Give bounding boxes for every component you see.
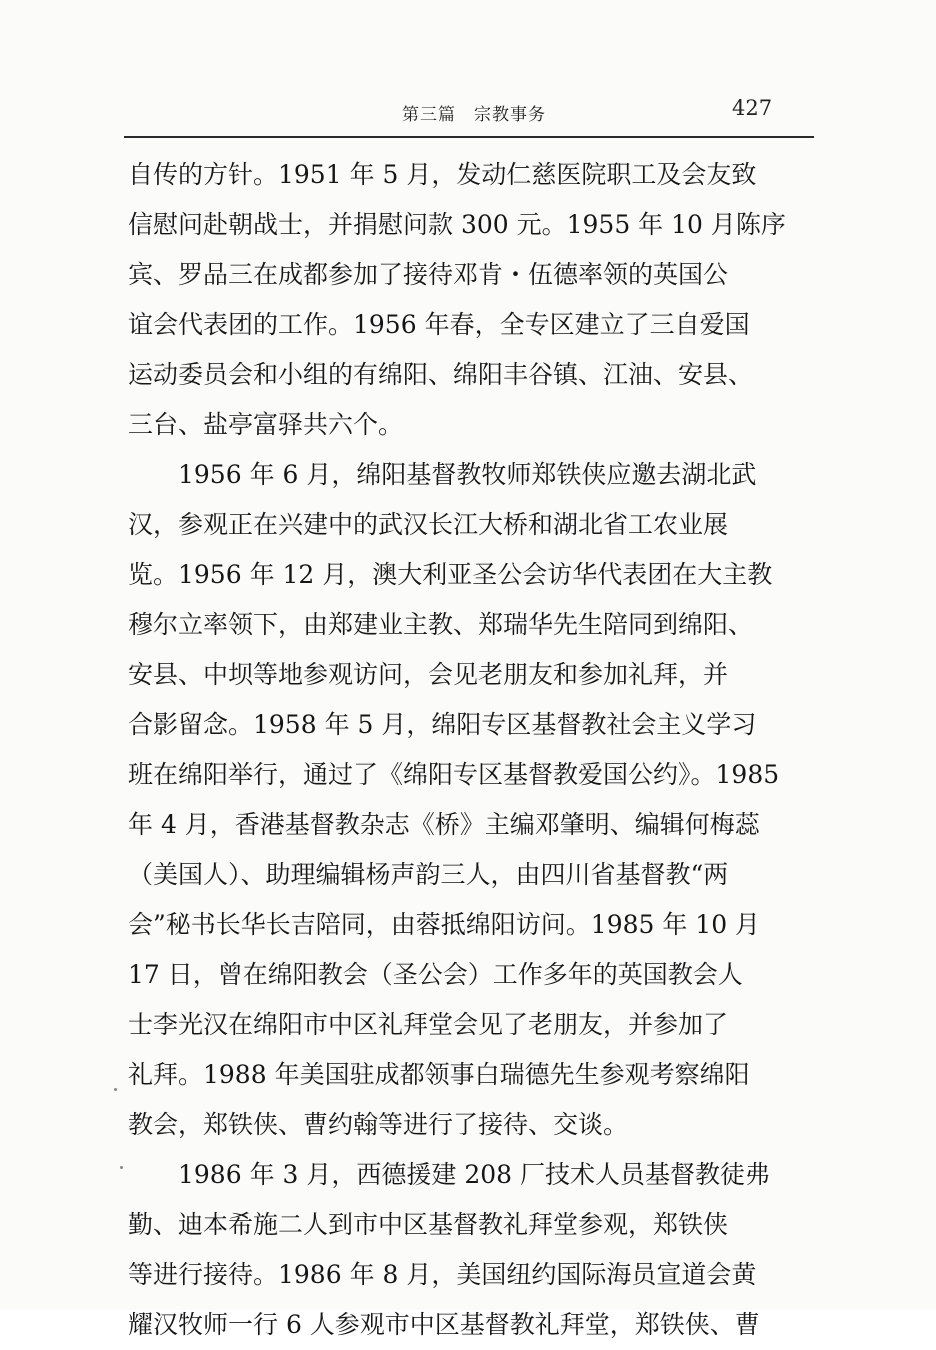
text-line: 教会，郑铁侠、曹约翰等进行了接待、交谈。 — [128, 1110, 629, 1139]
section-title: 第三篇 宗教事务 — [402, 105, 546, 125]
text-line: 汉，参观正在兴建中的武汉长江大桥和湖北省工农业展 — [128, 510, 729, 539]
scan-speck — [114, 1088, 117, 1091]
text-line: 会”秘书长华长吉陪同，由蓉抵绵阳访问。1985 年 10 月 — [128, 910, 761, 939]
text-line: 运动委员会和小组的有绵阳、绵阳丰谷镇、江油、安县、 — [128, 360, 754, 389]
text-line: 览。1956 年 12 月，澳大利亚圣公会访华代表团在大主教 — [128, 560, 773, 589]
text-line: 安县、中坝等地参观访问，会见老朋友和参加礼拜，并 — [128, 660, 729, 689]
text-line: 17 日，曾在绵阳教会（圣公会）工作多年的英国教会人 — [128, 960, 743, 989]
scan-speck — [120, 1166, 123, 1169]
body-text — [128, 150, 818, 1350]
text-line: 等进行接待。1986 年 8 月，美国纽约国际海员宣道会黄 — [128, 1260, 757, 1289]
text-line: 谊会代表团的工作。1956 年春，全专区建立了三自爱国 — [128, 310, 750, 339]
running-head — [130, 96, 810, 130]
text-line: 自传的方针。1951 年 5 月，发动仁慈医院职工及会友致 — [128, 160, 757, 189]
text-line: 宾、罗品三在成都参加了接待邓肯・伍德率领的英国公 — [128, 260, 729, 289]
text-line: 三台、盐亭富驿共六个。 — [128, 410, 404, 439]
text-line: 合影留念。1958 年 5 月，绵阳专区基督教社会主义学习 — [128, 710, 757, 739]
text-line: 耀汉牧师一行 6 人参观市中区基督教礼拜堂，郑铁侠、曹 — [128, 1310, 760, 1339]
text-line: 勤、迪本希施二人到市中区基督教礼拜堂参观，郑铁侠 — [128, 1210, 729, 1239]
header-rule — [124, 136, 814, 138]
text-line: 信慰问赴朝战士，并捐慰问款 300 元。1955 年 10 月陈序 — [128, 210, 786, 239]
text-line: 礼拜。1988 年美国驻成都领事白瑞德先生参观考察绵阳 — [128, 1060, 750, 1089]
page-number: 427 — [732, 96, 773, 120]
text-line: 1986 年 3 月，西德援建 208 厂技术人员基督教徒弗 — [128, 1160, 770, 1189]
text-line: 年 4 月，香港基督教杂志《桥》主编邓肇明、编辑何梅蕊 — [128, 810, 760, 839]
text-line: 士李光汉在绵阳市中区礼拜堂会见了老朋友，并参加了 — [128, 1010, 729, 1039]
text-line: 班在绵阳举行，通过了《绵阳专区基督教爱国公约》。1985 — [128, 760, 780, 789]
text-line: 穆尔立率领下，由郑建业主教、郑瑞华先生陪同到绵阳、 — [128, 610, 754, 639]
text-line: 1956 年 6 月，绵阳基督教牧师郑铁侠应邀去湖北武 — [128, 460, 757, 489]
text-line: （美国人）、助理编辑杨声韵三人，由四川省基督教“两 — [128, 860, 729, 889]
